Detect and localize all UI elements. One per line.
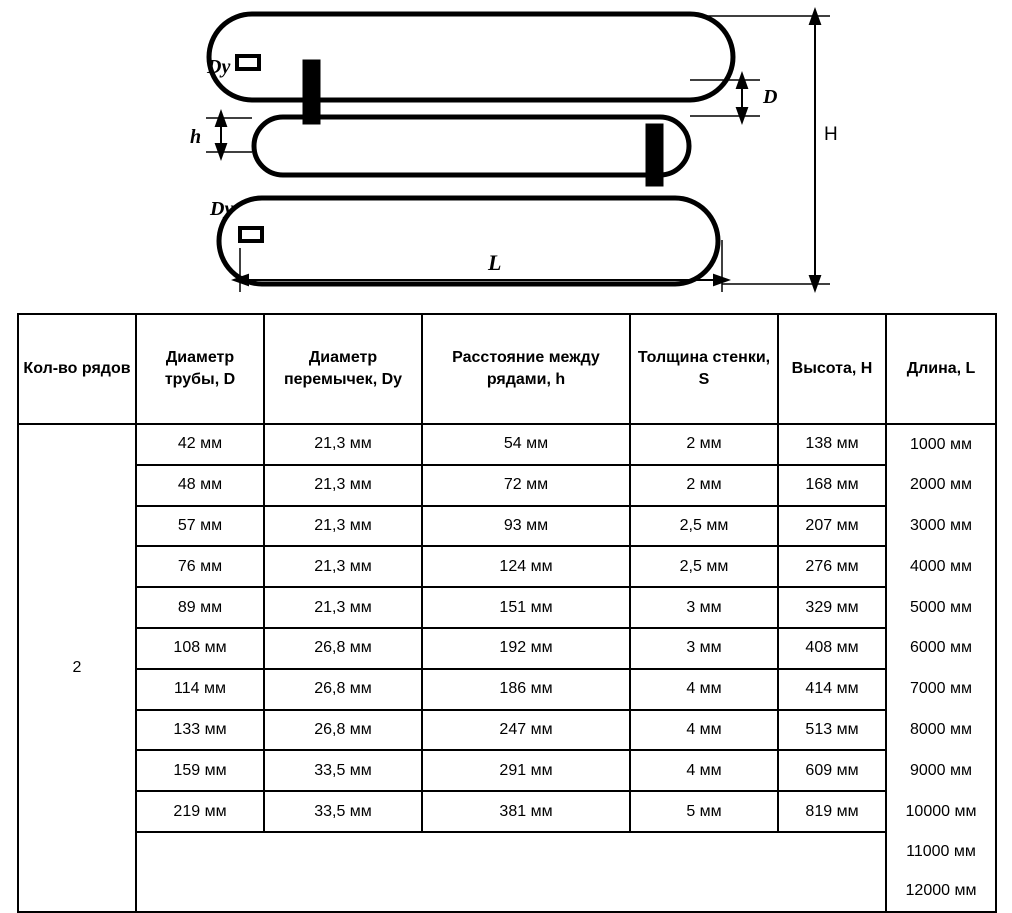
cell-length: 7000 мм [886, 669, 996, 710]
cell-wall-thickness: 3 мм [630, 628, 778, 669]
cell-length: 6000 мм [886, 628, 996, 669]
cell-row-spacing: 151 мм [422, 587, 630, 628]
inlet-stub-top [237, 56, 259, 69]
table-row [18, 750, 996, 791]
cell-row-spacing: 186 мм [422, 669, 630, 710]
cell-row-spacing: 72 мм [422, 465, 630, 506]
cell-pipe-diameter: 89 мм [136, 587, 264, 628]
cell-height: 276 мм [778, 546, 886, 587]
table-row [18, 465, 996, 506]
cell-bridge-diameter: 21,3 мм [264, 587, 422, 628]
cell-wall-thickness: 5 мм [630, 791, 778, 832]
table-row [18, 628, 996, 669]
cell-length: 4000 мм [886, 546, 996, 587]
cell-wall-thickness: 2,5 мм [630, 546, 778, 587]
cell-length: 12000 мм [886, 872, 996, 912]
cell-wall-thickness: 2 мм [630, 465, 778, 506]
cell-row-spacing: 247 мм [422, 710, 630, 751]
cell-height: 513 мм [778, 710, 886, 751]
cell-height: 168 мм [778, 465, 886, 506]
header-pipe-diameter: Диаметр трубы, D [136, 314, 264, 424]
cell-length: 3000 мм [886, 506, 996, 547]
cell-pipe-diameter: 57 мм [136, 506, 264, 547]
cell-bridge-diameter: 33,5 мм [264, 791, 422, 832]
outlet-stub-bottom [240, 228, 262, 241]
label-dy-top: Dy [207, 56, 231, 78]
bridge-middle-right [648, 126, 661, 184]
cell-row-spacing: 124 мм [422, 546, 630, 587]
table-row [18, 669, 996, 710]
cell-height: 138 мм [778, 424, 886, 465]
cell-spacer [136, 832, 886, 872]
label-d: D [763, 86, 778, 108]
cell-wall-thickness: 3 мм [630, 587, 778, 628]
table-row [18, 872, 996, 912]
pipe-row-top [209, 14, 733, 100]
cell-wall-thickness: 2 мм [630, 424, 778, 465]
cell-row-spacing: 93 мм [422, 506, 630, 547]
header-rows-count: Кол-во рядов [18, 314, 136, 424]
table-row [18, 587, 996, 628]
cell-bridge-diameter: 26,8 мм [264, 710, 422, 751]
specifications-table [17, 313, 997, 913]
cell-length: 8000 мм [886, 710, 996, 751]
table-row [18, 546, 996, 587]
cell-wall-thickness: 2,5 мм [630, 506, 778, 547]
cell-pipe-diameter: 76 мм [136, 546, 264, 587]
bridge-top-left [305, 62, 318, 122]
cell-wall-thickness: 4 мм [630, 710, 778, 751]
cell-length: 5000 мм [886, 587, 996, 628]
cell-spacer [136, 872, 886, 912]
cell-bridge-diameter: 21,3 мм [264, 506, 422, 547]
cell-length: 1000 мм [886, 424, 996, 465]
cell-pipe-diameter: 219 мм [136, 791, 264, 832]
cell-length: 10000 мм [886, 791, 996, 832]
cell-pipe-diameter: 114 мм [136, 669, 264, 710]
cell-rows-count: 2 [18, 424, 136, 912]
cell-height: 819 мм [778, 791, 886, 832]
cell-wall-thickness: 4 мм [630, 669, 778, 710]
pipe-row-bottom [219, 198, 718, 284]
table-row [18, 710, 996, 751]
table-row [18, 832, 996, 872]
cell-height: 207 мм [778, 506, 886, 547]
cell-row-spacing: 192 мм [422, 628, 630, 669]
table-row [18, 791, 996, 832]
cell-wall-thickness: 4 мм [630, 750, 778, 791]
cell-height: 329 мм [778, 587, 886, 628]
cell-bridge-diameter: 33,5 мм [264, 750, 422, 791]
cell-bridge-diameter: 21,3 мм [264, 465, 422, 506]
label-l: L [488, 250, 502, 275]
cell-length: 11000 мм [886, 832, 996, 872]
cell-pipe-diameter: 48 мм [136, 465, 264, 506]
cell-length: 9000 мм [886, 750, 996, 791]
cell-height: 408 мм [778, 628, 886, 669]
cell-row-spacing: 54 мм [422, 424, 630, 465]
register-schematic-svg [0, 0, 1012, 310]
table-row [18, 424, 996, 465]
cell-bridge-diameter: 26,8 мм [264, 669, 422, 710]
cell-bridge-diameter: 21,3 мм [264, 424, 422, 465]
header-length: Длина, L [886, 314, 996, 424]
header-wall-thickness: Толщина стенки, S [630, 314, 778, 424]
register-diagram [0, 0, 1012, 310]
table-header-row [18, 314, 996, 424]
label-big-h: H [824, 124, 838, 145]
table-row [18, 506, 996, 547]
cell-bridge-diameter: 26,8 мм [264, 628, 422, 669]
cell-pipe-diameter: 133 мм [136, 710, 264, 751]
label-h: h [190, 126, 202, 148]
cell-row-spacing: 291 мм [422, 750, 630, 791]
header-bridge-diameter: Диаметр перемычек, Dy [264, 314, 422, 424]
header-height: Высота, H [778, 314, 886, 424]
label-dy-bottom: Dy [210, 198, 234, 220]
header-row-spacing: Расстояние между рядами, h [422, 314, 630, 424]
cell-pipe-diameter: 42 мм [136, 424, 264, 465]
cell-row-spacing: 381 мм [422, 791, 630, 832]
cell-bridge-diameter: 21,3 мм [264, 546, 422, 587]
cell-height: 609 мм [778, 750, 886, 791]
cell-pipe-diameter: 159 мм [136, 750, 264, 791]
cell-height: 414 мм [778, 669, 886, 710]
cell-pipe-diameter: 108 мм [136, 628, 264, 669]
pipe-row-middle [254, 117, 689, 175]
cell-length: 2000 мм [886, 465, 996, 506]
